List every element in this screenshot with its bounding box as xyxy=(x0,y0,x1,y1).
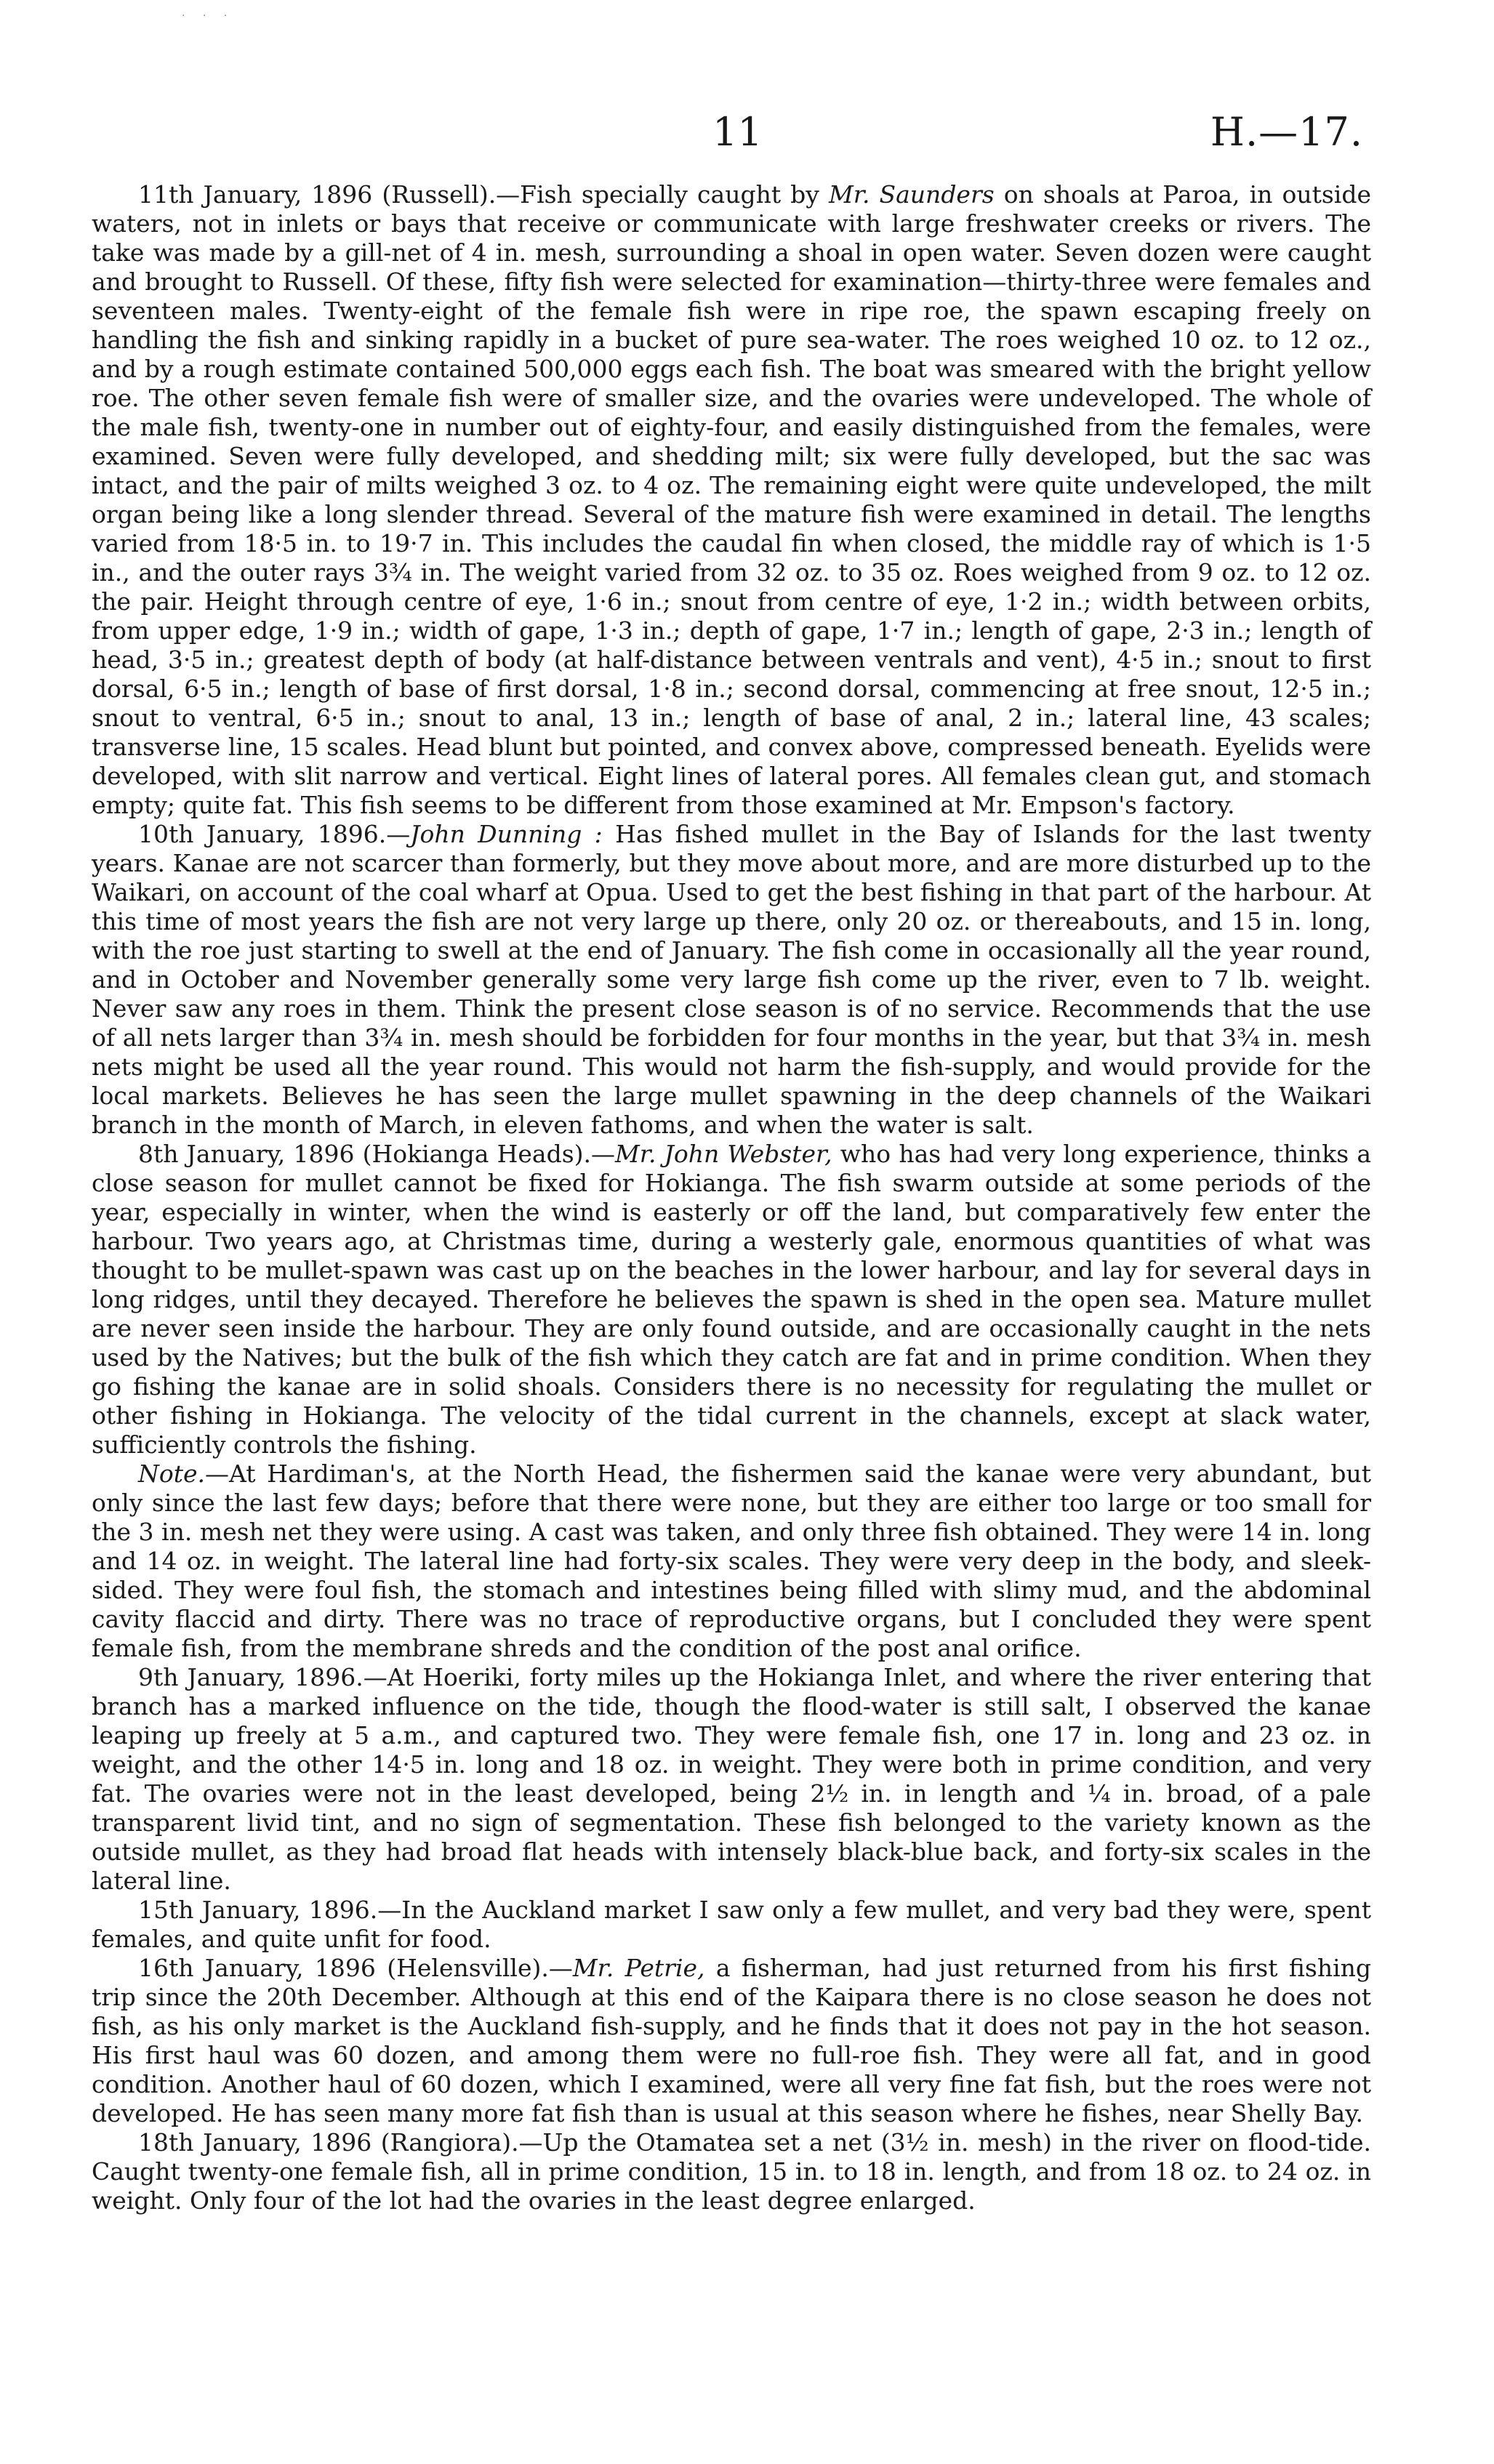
person-name: John Dunning : xyxy=(410,820,603,848)
person-name: Mr. Saunders xyxy=(829,180,995,209)
paragraph-rangiora-18-jan xyxy=(92,2128,1371,2215)
paragraph-text: a fisherman, had just returned from his first fishing trip since the 20th December. Although at this end of the Kaipara there is no close season he does not fish, as his only market is the Auckland fish-supply, and he finds that it does not pay in the hot season. His first haul was 60 dozen, and among them were no full-roe fish. They were all fat, and in good condition. Another haul of 60 dozen, which I examined, were all very fine fat fish, but the roes were not developed. He has seen many more fat fish than is usual at this season where he fishes, near Shelly Bay. xyxy=(92,1954,1371,2127)
paragraph-text: Has fished mullet in the Bay of Islands for the last twenty years. Kanae are not scarcer than formerly, but they move about more, and are more disturbed up to the Waikari, on account of the coal wharf at Opua. Used to get the best fishing in that part of the harbour. At this time of most years the fish are not very large up there, only 20 oz. or thereabouts, and 15 in. long, with the roe just starting to swell at the end of January. The fish come in occasionally all the year round, and in October and November generally some very large fish come up the river, even to 7 lb. weight. Never saw any roes in them. Think the present close season is of no service. Recommends that the use of all nets larger than 3¾ in. mesh should be forbidden for four months in the year, but that 3¾ in. mesh nets might be used all the year round. This would not harm the fish-supply, and would provide for the local markets. Believes he has seen the large mullet spawning in the deep channels of the Waikari branch in the month of March, in eleven fathoms, and when the water is salt. xyxy=(92,820,1371,1139)
paragraph-webster-8-jan xyxy=(92,1140,1371,1460)
person-name: Mr. John Webster, xyxy=(615,1140,832,1168)
paragraph-text: —At Hardiman's, at the North Head, the fishermen said the kanae were very abundant, but only since the last few days; before that there were none, but they are either too large or too small for the 3 in. mesh net they were using. A cast was taken, and only three fish obtained. They were 14 in. long and 14 oz. in weight. The lateral line had forty-six scales. They were very deep in the body, and sleek-sided. They were foul fish, the stomach and intestines being filled with slimy mud, and the abdominal cavity flaccid and dirty. There was no trace of reproductive organs, but I concluded they were spent female fish, from the membrane shreds and the condition of the post anal orifice. xyxy=(92,1460,1371,1662)
paragraph-text: who has had very long experience, thinks a close season for mullet cannot be fixed for Hokianga. The fish swarm outside at some periods of the year, especially in winter, when the wind is easterly or off the land, but comparatively few enter the harbour. Two years ago, at Christmas time, during a westerly gale, enormous quantities of what was thought to be mullet-spawn was cast up on the beaches in the lower harbour, and lay for several days in long ridges, until they decayed. Therefore he believes the spawn is shed in the open sea. Mature mullet are never seen inside the harbour. They are only found outside, and are occasionally caught in the nets used by the Natives; but the bulk of the fish which they catch are fat and in prime condition. When they go fishing the kanae are in solid shoals. Considers there is no necessity for regulating the mullet or other fishing in Hokianga. The velocity of the tidal current in the channels, except at slack water, sufficiently controls the fishing. xyxy=(92,1140,1371,1459)
paragraph-text: 15th January, 1896.—In the Auckland market I saw only a few mullet, and very bad they were, spent females, and quite unfit for food. xyxy=(92,1896,1371,1953)
scan-specks: · · · xyxy=(182,10,235,22)
paragraph-russell-11-jan xyxy=(92,180,1371,820)
paragraph-text: 9th January, 1896.—At Hoeriki, forty miles up the Hokianga Inlet, and where the river entering that branch has a marked influence on the tide, though the flood-water is still salt, I observed the kanae leaping up freely at 5 a.m., and captured two. They were female fish, one 17 in. long and 23 oz. in weight, and the other 14·5 in. long and 18 oz. in weight. They were both in prime condition, and very fat. The ovaries were not in the least developed, being 2½ in. in length and ¼ in. broad, of a pale transparent livid tint, and no sign of segmentation. These fish belonged to the variety known as the outside mullet, as they had broad flat heads with intensely black-blue back, and forty-six scales in the lateral line. xyxy=(92,1663,1371,1895)
paragraph-lead: 10th January, 1896.— xyxy=(138,820,411,848)
document-body xyxy=(92,180,1371,2215)
paragraph-text: on shoals at Paroa, in outside waters, not in inlets or bays that receive or communicate with large freshwater creeks or rivers. The take was made by a gill-net of 4 in. mesh, surrounding a shoal in open water. Seven dozen were caught and brought to Russell. Of these, fifty fish were selected for examination—thirty-three were females and seventeen males. Twenty-eight of the female fish were in ripe roe, the spawn escaping freely on handling the fish and sinking rapidly in a bucket of pure sea-water. The roes weighed 10 oz. to 12 oz., and by a rough estimate contained 500,000 eggs each fish. The boat was smeared with the bright yellow roe. The other seven female fish were of smaller size, and the ovaries were undeveloped. The whole of the male fish, twenty-one in number out of eighty-four, and easily distinguished from the females, were examined. Seven were fully developed, and shedding milt; six were fully developed, but the sac was intact, and the pair of milts weighed 3 oz. to 4 oz. The remaining eight were quite undeveloped, the milt organ being like a long slender thread. Several of the mature fish were examined in detail. The lengths varied from 18·5 in. to 19·7 in. This includes the caudal fin when closed, the middle ray of which is 1·5 in., and the outer rays 3¾ in. The weight varied from 32 oz. to 35 oz. Roes weighed from 9 oz. to 12 oz. the pair. Height through centre of eye, 1·6 in.; snout from centre of eye, 1·2 in.; width between orbits, from upper edge, 1·9 in.; width of gape, 1·3 in.; depth of gape, 1·7 in.; length of gape, 2·3 in.; length of head, 3·5 in.; greatest depth of body (at half-distance between ventrals and vent), 4·5 in.; snout to first dorsal, 6·5 in.; length of base of first dorsal, 1·8 in.; second dorsal, commencing at free snout, 12·5 in.; snout to ventral, 6·5 in.; snout to anal, 13 in.; length of base of anal, 2 in.; lateral line, 43 scales; transverse line, 15 scales. Head blunt but pointed, and convex above, compressed beneath. Eyelids were developed, with slit narrow and vertical. Eight lines of lateral pores. All females clean gut, and stomach empty; quite fat. This fish seems to be different from those examined at Mr. Empson's factory. xyxy=(92,180,1371,819)
paragraph-lead: 16th January, 1896 (Helensville).— xyxy=(138,1954,573,1982)
paragraph-petrie-16-jan xyxy=(92,1954,1371,2128)
paragraph-auckland-15-jan xyxy=(92,1896,1371,1954)
paragraph-dunning-10-jan xyxy=(92,820,1371,1140)
paragraph-lead: 11th January, 1896 (Russell).—Fish specially caught by xyxy=(138,180,830,209)
paragraph-note-hardimans xyxy=(92,1460,1371,1663)
page-header xyxy=(0,109,1494,160)
paragraph-hoeriki-9-jan xyxy=(92,1663,1371,1896)
note-label: Note. xyxy=(138,1460,206,1488)
document-reference: H.—17. xyxy=(1210,109,1363,155)
page-number: 11 xyxy=(712,109,763,155)
paragraph-lead: 8th January, 1896 (Hokianga Heads).— xyxy=(138,1140,615,1168)
person-name: Mr. Petrie, xyxy=(572,1954,705,1982)
paragraph-text: 18th January, 1896 (Rangiora).—Up the Otamatea set a net (3½ in. mesh) in the river on flood-tide. Caught twenty-one female fish, all in prime condition, 15 in. to 18 in. length, and from 18 oz. to 24 oz. in weight. Only four of the lot had the ovaries in the least degree enlarged. xyxy=(92,2128,1371,2215)
